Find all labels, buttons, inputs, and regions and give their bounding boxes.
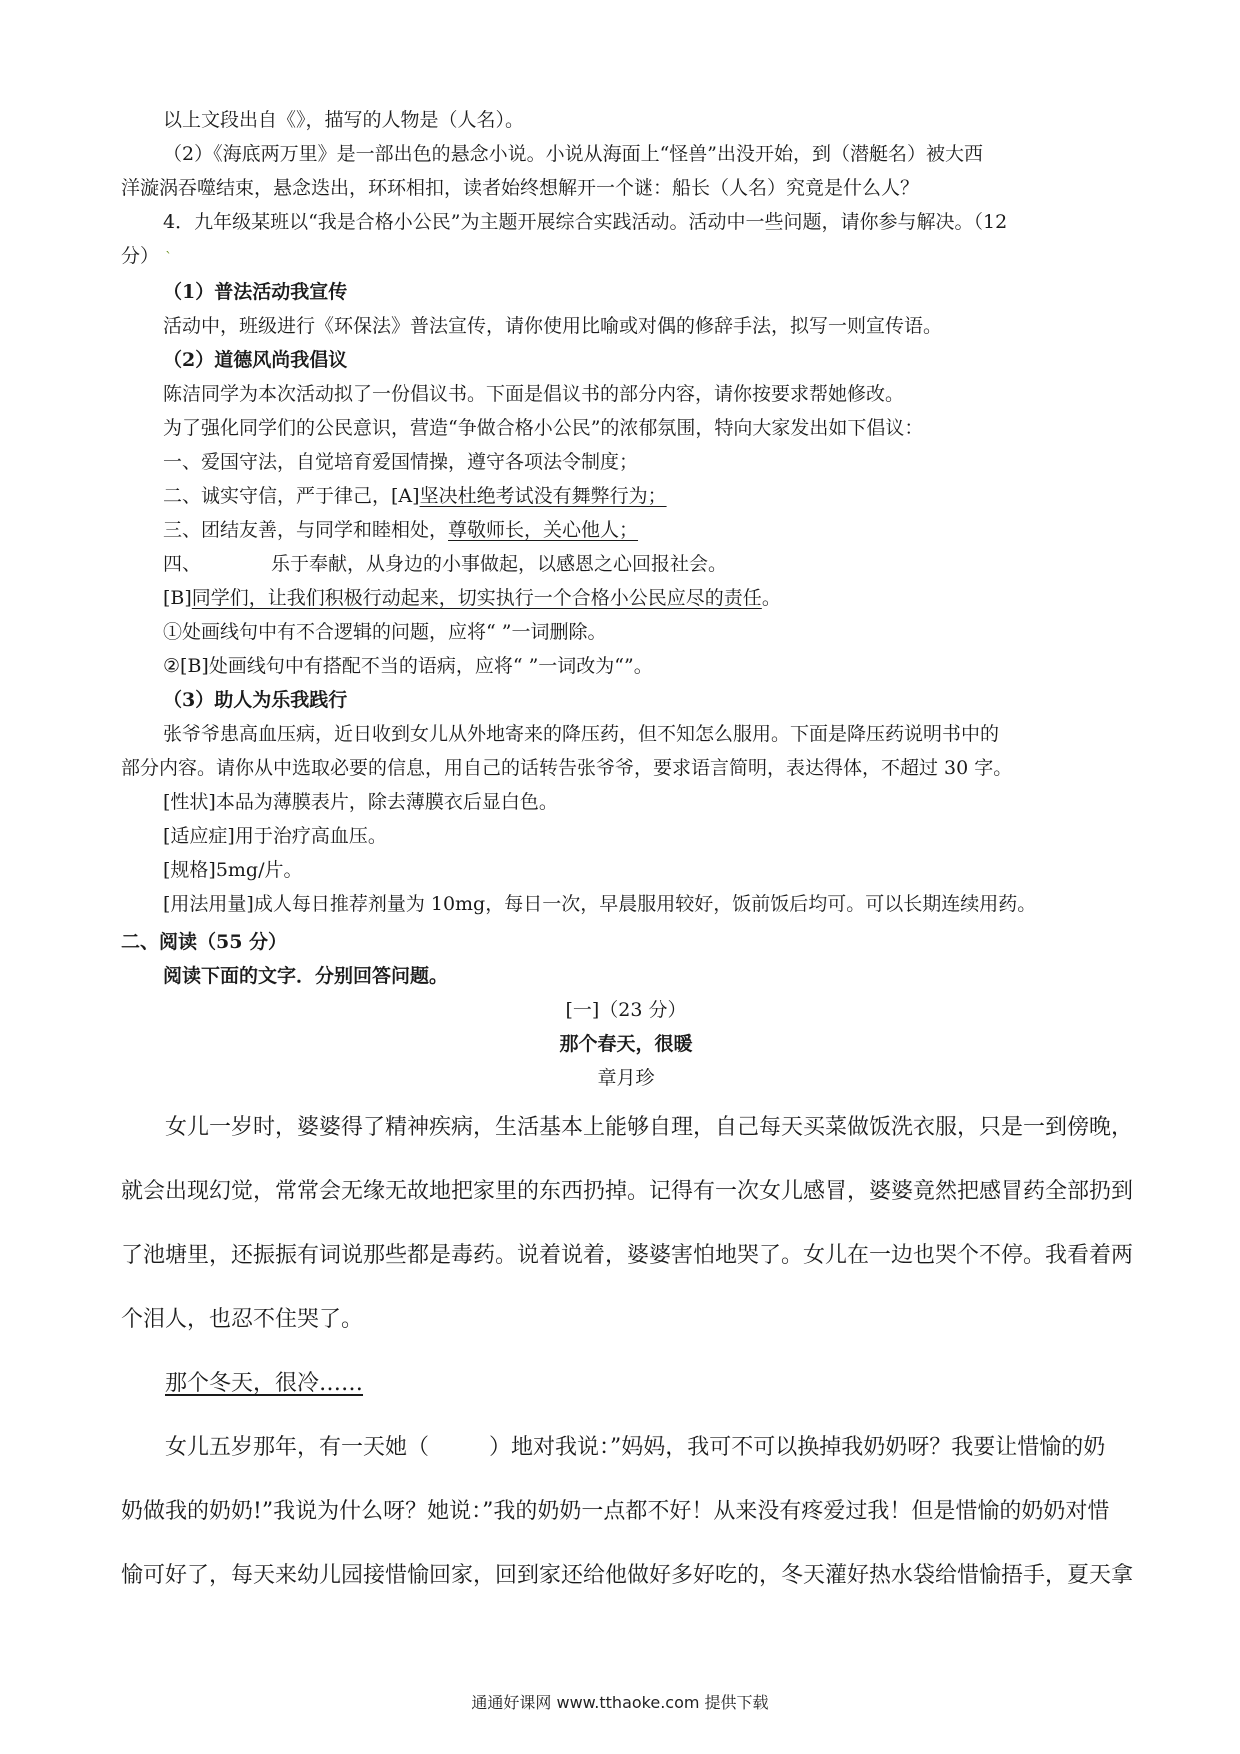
reading-instruction: 阅读下面的文字．分别回答问题。 xyxy=(163,965,449,987)
story-author: 章月珍 xyxy=(597,1067,655,1089)
page-footer: 通通好课网 www.tthaoke.com 提供下载 xyxy=(471,1693,769,1712)
question-4-title: 4．九年级某班以“我是合格小公民”为主题开展综合实践活动。活动中一些问题，请你参与解决。（12 xyxy=(163,211,1008,233)
proposal-item: 三、团结友善，与同学和睦相处，尊敬师长，关心他人； xyxy=(163,519,639,541)
story-line: 女儿一岁时，婆婆得了精神疾病，生活基本上能够自理，自己每天买菜做饭洗衣服，只是一到傍晚， xyxy=(165,1115,1134,1140)
stray-mark: ` xyxy=(165,250,173,266)
subsection-title: （2）道德风尚我倡议 xyxy=(163,349,348,371)
sub-question: ①处画线句中有不合逻辑的问题，应将“ ”一词删除。 xyxy=(163,621,607,643)
spec-line: [规格]5mg/片。 xyxy=(163,859,303,881)
part-label: [一]（23 分） xyxy=(565,999,687,1021)
intro-line: 洋漩涡吞噬结束，悬念迭出，环环相扣，读者始终想解开一个谜：船长（人名）究竟是什么人？ xyxy=(121,177,920,199)
story-line: 了池塘里，还振振有词说那些都是毒药。说着说着，婆婆害怕地哭了。女儿在一边也哭个不停。我看着两 xyxy=(121,1243,1134,1268)
paragraph: 部分内容。请你从中选取必要的信息，用自己的话转告张爷爷，要求语言简明，表达得体，不超过 30 字。 xyxy=(121,757,1013,779)
intro-line: 以上文段出自《》，描写的人物是（人名）。 xyxy=(163,109,525,131)
proposal-item: [B]同学们，让我们积极行动起来，切实执行一个合格小公民应尽的责任。 xyxy=(163,587,781,609)
paragraph: 张爷爷患高血压病，近日收到女儿从外地寄来的降压药，但不知怎么服用。下面是降压药说明书中的 xyxy=(163,723,1000,745)
paragraph: 为了强化同学们的公民意识，营造“争做合格小公民”的浓郁氛围，特向大家发出如下倡议： xyxy=(163,417,924,439)
spec-line: [适应症]用于治疗高血压。 xyxy=(163,825,387,847)
story-line: 就会出现幻觉，常常会无缘无故地把家里的东西扔掉。记得有一次女儿感冒，婆婆竟然把感冒药全部扔到 xyxy=(121,1179,1134,1204)
underlined-text: 尊敬师长，关心他人； xyxy=(448,519,639,541)
subsection-title: （1）普法活动我宣传 xyxy=(163,281,348,303)
reading-section xyxy=(121,925,1131,1095)
story-line xyxy=(121,1352,1131,1416)
sub-question: ②[B]处画线句中有搭配不当的语病，应将“ ”一词改为“”。 xyxy=(163,655,653,677)
spec-line: [用法用量]成人每日推荐剂量为 10mg，每日一次，早晨服用较好，饭前饭后均可。可以长期连续用药。 xyxy=(163,893,1037,915)
paragraph: 活动中，班级进行《环保法》普法宣传，请你使用比喻或对偶的修辞手法，拟写一则宣传语。 xyxy=(163,315,943,337)
intro-line: （2）《海底两万里》是一部出色的悬念小说。小说从海面上“怪兽”出没开始，到（潜艇名）被大西 xyxy=(163,143,984,165)
paragraph: 陈洁同学为本次活动拟了一份倡议书。下面是倡议书的部分内容，请你按要求帮她修改。 xyxy=(163,383,905,405)
underlined-sentence-b: 同学们，让我们积极行动起来，切实执行一个合格小公民应尽的责任 xyxy=(191,587,762,609)
proposal-item: 二、诚实守信，严于律己，[A]坚决杜绝考试没有舞弊行为； xyxy=(163,485,667,507)
proposal-item: 四、 乐于奉献，从身边的小事做起，以感恩之心回报社会。 xyxy=(163,553,728,575)
underlined-sentence-a: 坚决杜绝考试没有舞弊行为； xyxy=(419,485,667,507)
question-4-title: 分） ` xyxy=(121,245,173,267)
proposal-item: 一、爱国守法，自觉培育爱国情操，遵守各项法令制度； xyxy=(163,451,639,473)
spec-line: [性状]本品为薄膜表片，除去薄膜衣后显白色。 xyxy=(163,791,558,813)
story-line: 女儿五岁那年，有一天她（ ）地对我说：”妈妈，我可不可以换掉我奶奶呀？我要让惜愉的奶 xyxy=(165,1435,1106,1460)
subsection-title: （3）助人为乐我践行 xyxy=(163,689,348,711)
story-line: 个泪人，也忍不住哭了。 xyxy=(121,1307,364,1332)
section-title: 二、阅读（55 分） xyxy=(121,931,288,953)
story-body xyxy=(121,1096,1134,1608)
story-title: 那个春天，很暖 xyxy=(559,1033,693,1055)
exam-questions xyxy=(121,103,1131,921)
story-line: 愉可好了，每天来幼儿园接惜愉回家，回到家还给他做好多好吃的，冬天灌好热水袋给惜愉捂手，夏天拿 xyxy=(121,1563,1134,1588)
story-line: 奶做我的奶奶!”我说为什么呀？她说：”我的奶奶一点都不好！从来没有疼爱过我！但是惜愉的奶奶对惜 xyxy=(121,1499,1110,1524)
underlined-phrase: 那个冬天，很冷…… xyxy=(165,1371,364,1396)
